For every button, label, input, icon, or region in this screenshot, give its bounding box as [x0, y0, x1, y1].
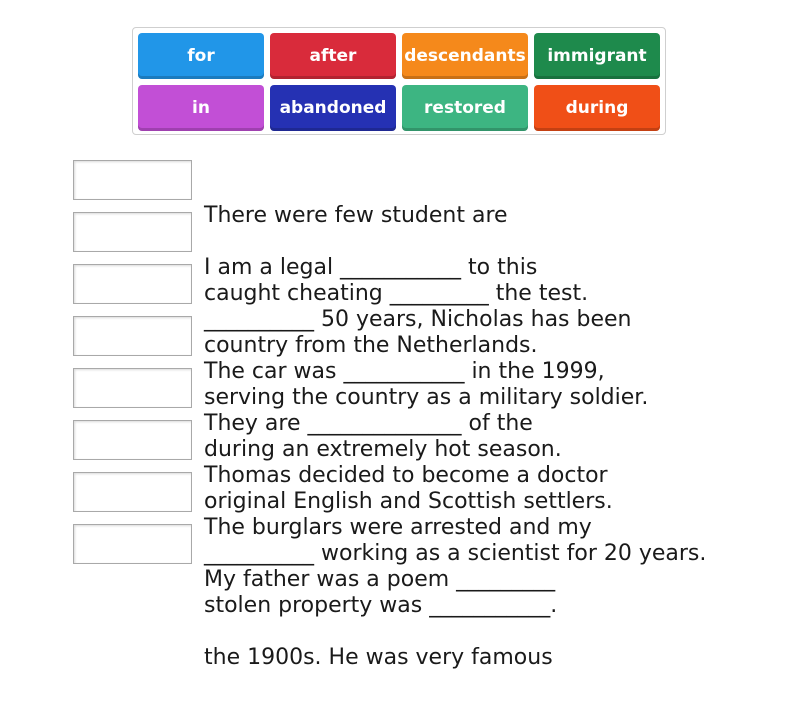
- answer-drop-box-7[interactable]: [73, 472, 192, 512]
- sentence-8-line-1: My father was a poem _________: [204, 567, 556, 592]
- sentence-8: [204, 515, 555, 723]
- sentence-6-line-2: __________ working as a scientist for 20 years.: [204, 541, 707, 566]
- sentence-1-line-2: caught cheating _________ the test.: [204, 281, 589, 306]
- sentence-7-line-2: stolen property was ___________.: [204, 593, 558, 618]
- answer-drop-box-2[interactable]: [73, 212, 192, 252]
- sentence-4-line-1: The car was ___________ in the 1999,: [204, 359, 605, 384]
- answer-drop-box-1[interactable]: [73, 160, 192, 200]
- answer-drop-box-3[interactable]: [73, 264, 192, 304]
- sentence-1-line-1: There were few student are: [204, 203, 508, 228]
- sentence-5-line-2: original English and Scottish settlers.: [204, 489, 613, 514]
- word-tile-restored[interactable]: restored: [402, 85, 528, 131]
- sentence-2-line-2: country from the Netherlands.: [204, 333, 538, 358]
- word-bank: [132, 27, 666, 135]
- sentence-5-line-1: They are ______________ of the: [204, 411, 533, 436]
- word-tile-abandoned[interactable]: abandoned: [270, 85, 396, 131]
- sentence-6-line-1: Thomas decided to become a doctor: [204, 463, 608, 488]
- sentence-4-line-2: during an extremely hot season.: [204, 437, 562, 462]
- answer-drop-box-8[interactable]: [73, 524, 192, 564]
- answer-drop-box-4[interactable]: [73, 316, 192, 356]
- sentence-2-line-1: I am a legal ___________ to this: [204, 255, 538, 280]
- word-tile-after[interactable]: after: [270, 33, 396, 79]
- word-tile-descendants[interactable]: descendants: [402, 33, 528, 79]
- sentence-3-line-2: serving the country as a military soldier.: [204, 385, 649, 410]
- answer-drop-box-6[interactable]: [73, 420, 192, 460]
- sentence-8-line-2: the 1900s. He was very famous: [204, 645, 553, 670]
- word-tile-immigrant[interactable]: immigrant: [534, 33, 660, 79]
- word-tile-for[interactable]: for: [138, 33, 264, 79]
- sentence-7-line-1: The burglars were arrested and my: [204, 515, 592, 540]
- sentence-3-line-1: __________ 50 years, Nicholas has been: [204, 307, 632, 332]
- word-tile-during[interactable]: during: [534, 85, 660, 131]
- word-tile-in[interactable]: in: [138, 85, 264, 131]
- answer-drop-box-5[interactable]: [73, 368, 192, 408]
